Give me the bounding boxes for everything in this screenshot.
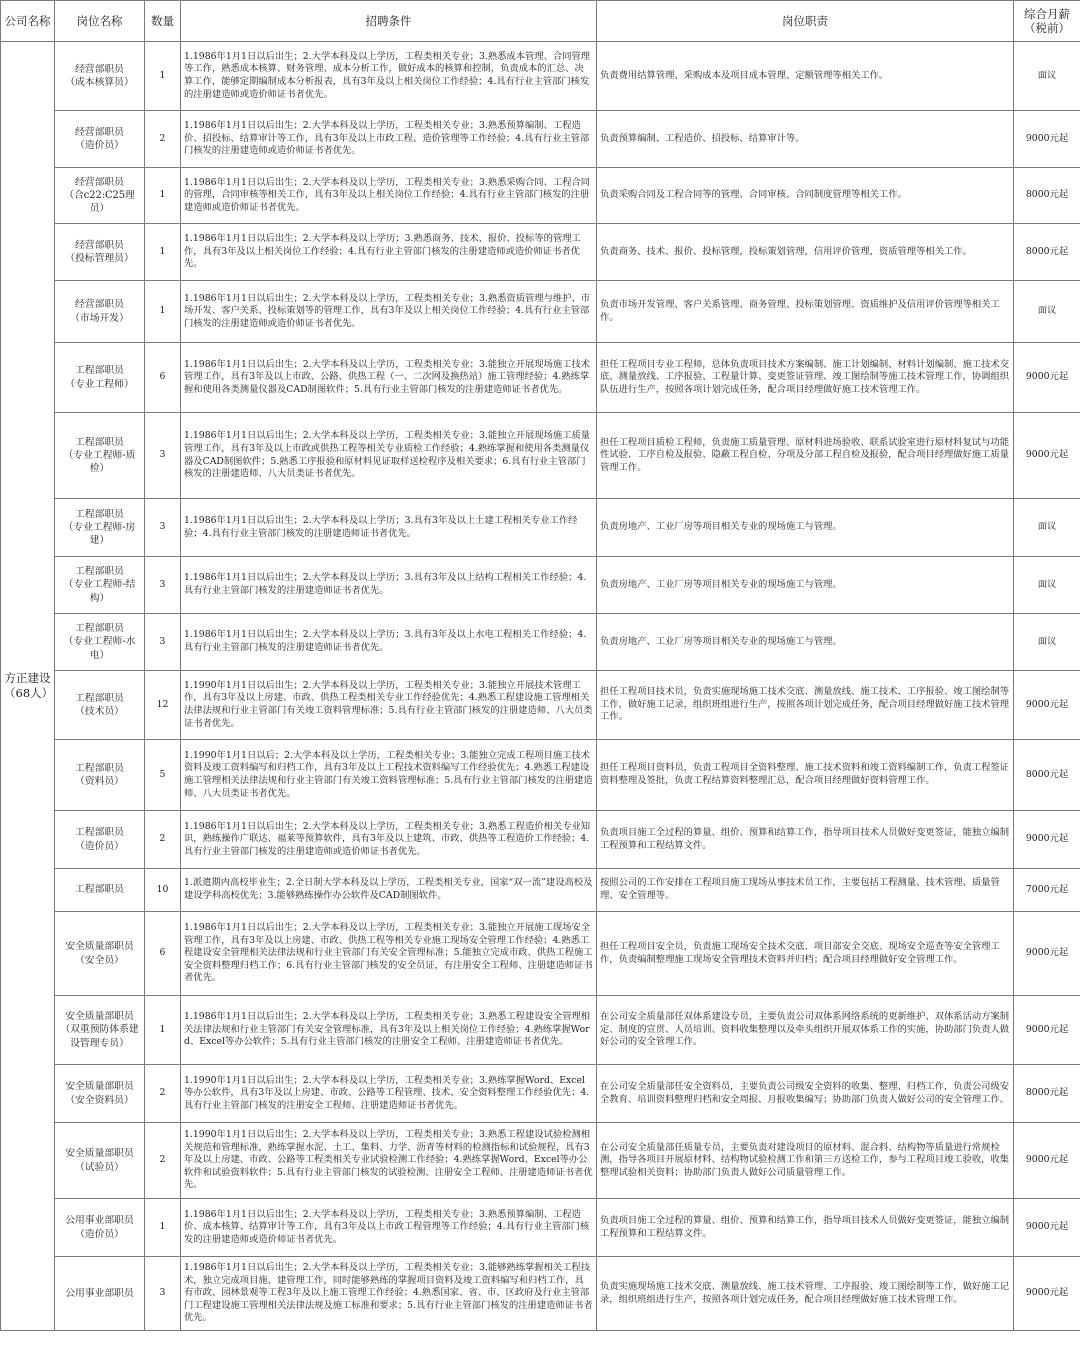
- count-cell: 3: [145, 413, 181, 499]
- position-cell: 工程部职员: [55, 869, 145, 912]
- salary-cell: 8000元起: [1014, 740, 1080, 811]
- count-cell: 2: [145, 811, 181, 869]
- count-cell: 3: [145, 557, 181, 614]
- duties-cell: 负责商务、技术、报价、投标管理，投标策划管理，信用评价管理，资质管理等相关工作。: [597, 224, 1014, 281]
- header-salary-label: 综合月薪: [1024, 6, 1070, 21]
- duties-cell: 负责房地产、工业厂房等项目相关专业的现场施工与管理。: [597, 557, 1014, 614]
- position-cell: 公用事业部职员 （造价员）: [55, 1199, 145, 1257]
- position-cell: 工程部职员 （造价员）: [55, 811, 145, 869]
- position-cell: 工程部职员 （专业工程师-水电）: [55, 614, 145, 671]
- salary-cell: 9000元起: [1014, 671, 1080, 740]
- company-total: （68人）: [4, 686, 54, 700]
- table-row: [1, 811, 1080, 869]
- header-row: [1, 1, 1080, 42]
- table-row: [1, 1123, 1080, 1199]
- requirements-cell: 1.1986年1月1日以后出生；2.大学本科及以上学历；3.具有3年及以上水电工程相关工作经验；4.具有行业主管部门核发的注册建造师证书者优先。: [181, 614, 597, 671]
- count-cell: 2: [145, 1065, 181, 1123]
- salary-cell: 面议: [1014, 499, 1080, 557]
- count-cell: 12: [145, 671, 181, 740]
- count-cell: 3: [145, 1257, 181, 1331]
- salary-cell: 8000元起: [1014, 168, 1080, 224]
- position-cell: 公用事业部职员: [55, 1257, 145, 1331]
- table-row: [1, 343, 1080, 413]
- header-position: 岗位名称: [55, 1, 145, 42]
- duties-cell: 负责项目施工全过程的算量、组价、预算和结算工作，指导项目技术人员做好变更签证，能独立编制工程预算和工程结算文件。: [597, 1199, 1014, 1257]
- salary-cell: 9000元起: [1014, 343, 1080, 413]
- requirements-cell: 1.1986年1月1日以后出生；2.大学本科及以上学历；3.具有3年及以上结构工程相关工作经验；4.具有行业主管部门核发的注册建造师证书者优先。: [181, 557, 597, 614]
- position-cell: 安全质量部职员 （安全资料员）: [55, 1065, 145, 1123]
- position-cell: 工程部职员 （资料员）: [55, 740, 145, 811]
- requirements-cell: 1.1990年1月1日以后出生；2.大学本科及以上学历，工程类相关专业；3.熟练掌握Word、Excel等办公软件，具有3年及以上房建、市政、公路等工程管理、技术、安全资料整理工作经验优先；4.具有行业主管部门核发的注册安全工程师、注册建造师证书者优先。: [181, 1065, 597, 1123]
- count-cell: 6: [145, 343, 181, 413]
- requirements-cell: 1.1990年1月1日以后；2.大学本科及以上学历，工程类相关专业；3.能独立完成工程项目施工技术资料及竣工资料编写和归档工作，具有3年及以上工程技术资料编写工作经验优先；4.熟悉工程建设施工管理相关法律法规和行业主管部门有关竣工资料管理标准；5.具有行业主管部门核发的注册建造师、八大员类证书者优先。: [181, 740, 597, 811]
- table-row: [1, 281, 1080, 343]
- count-cell: 1: [145, 42, 181, 111]
- position-cell: 工程部职员 （专业工程师）: [55, 343, 145, 413]
- table-row: [1, 614, 1080, 671]
- table-row: [1, 1257, 1080, 1331]
- position-cell: 工程部职员 （专业工程师-质检）: [55, 413, 145, 499]
- count-cell: 1: [145, 224, 181, 281]
- duties-cell: 担任工程项目质检工程师，负责施工质量管理、原材料进场验收、联系试验室进行原材料复试与功能性试验、工序自检及报验、隐蔽工程自检、分项及分部工程自检及报验，配合项目经理做好施工质量管理工作。: [597, 413, 1014, 499]
- duties-cell: 负责项目施工全过程的算量、组价、预算和结算工作，指导项目技术人员做好变更签证，能独立编制工程预算和工程结算文件。: [597, 811, 1014, 869]
- requirements-cell: 1.1986年1月1日以后出生；2.大学本科及以上学历，工程类相关专业；3.能独立开展现场施工质量管理工作，具有3年及以上市政或供热工程等相关专业质检工作经验；4.熟练掌握和使用各类测量仪器及CAD制图软件；5.熟悉工序报验和原材料见证取样送检程序及相关要求；6.具有行业主管部门核发的注册建造师、八大员类证书者优先。: [181, 413, 597, 499]
- requirements-cell: 1.1986年1月1日以后出生；2.大学本科及以上学历，工程类相关专业；3.能独立开展现场施工技术管理工作，具有3年及以上市政、公路、供热工程（一、二次网及换热站）施工管理经验；4.熟练掌握和使用各类测量仪器及CAD制图软件；5.具有行业主管部门核发的注册建造师证书者优先。: [181, 343, 597, 413]
- duties-cell: 负责实施现场施工技术交底、测量放线、施工技术管理、工序报验、竣工图绘制等工作，做好施工记录，组织班组进行生产，按照各项计划完成任务，配合项目经理做好施工技术管理工作。: [597, 1257, 1014, 1331]
- requirements-cell: 1.1986年1月1日以后出生；2.大学本科及以上学历，工程类相关专业；3.熟悉资质管理与维护、市场开发、客户关系、投标策划等的管理工作，具有3年及以上相关岗位工作经验；4.具有行业主管部门核发的注册建造师或造价师证书者优先。: [181, 281, 597, 343]
- table-row: [1, 996, 1080, 1065]
- table-row: [1, 168, 1080, 224]
- salary-cell: 面议: [1014, 42, 1080, 111]
- duties-cell: 担任工程项目专业工程师，总体负责项目技术方案编制、施工计划编制、材料计划编制、施工技术交底、测量放线、工序报验、工程量计算、变更签证管理、竣工图绘制等施工技术管理工作，协调组织队伍进行生产，按照各项计划完成任务，配合项目经理做好施工技术管理工作。: [597, 343, 1014, 413]
- salary-cell: 9000元起: [1014, 1199, 1080, 1257]
- salary-cell: 9000元起: [1014, 413, 1080, 499]
- requirements-cell: 1.1986年1月1日以后出生；2.大学本科及以上学历，工程类相关专业；3.能独立开展施工现场安全管理工作，具有3年及以上房建、市政、供热工程等相关专业施工现场安全管理工作经验；4.熟悉工程建设安全管理相关法律法规和行业主管部门有关安全管理标准；5.能独立完成市政、供热工程施工安全资料整理归档工作；6.具有行业主管部门核发的安全员证，有注册安全工程师、注册建造师证书者优先。: [181, 912, 597, 996]
- salary-cell: 面议: [1014, 614, 1080, 671]
- header-requirements: 招聘条件: [181, 1, 597, 42]
- count-cell: 1: [145, 168, 181, 224]
- requirements-cell: 1.1986年1月1日以后出生；2.大学本科及以上学历，工程类相关专业；3.熟悉工程造价相关专业知识，熟练操作广联达、福莱等预算软件，具有3年及以上建筑、市政、供热等工程造价工作经验；4.具有行业主管部门核发的注册建造师或造价师证书者优先。: [181, 811, 597, 869]
- count-cell: 3: [145, 614, 181, 671]
- count-cell: 3: [145, 499, 181, 557]
- table-row: [1, 912, 1080, 996]
- duties-cell: 担任工程项目资料员，负责工程项目全资料整理、施工技术资料和竣工资料编制工作，负责工程签证资料整理及签批，负责工程结算资料整理汇总，配合项目经理做好资料管理工作。: [597, 740, 1014, 811]
- position-cell: 安全质量部职员 （安全员）: [55, 912, 145, 996]
- duties-cell: 负责采购合同及工程合同等的管理、合同审核、合同制度管理等相关工作。: [597, 168, 1014, 224]
- salary-cell: 8000元起: [1014, 224, 1080, 281]
- requirements-cell: 1.1986年1月1日以后出生；2.大学本科及以上学历；3.熟悉商务、技术、报价、投标等的管理工作，具有3年及以上相关岗位工作经验；4.具有行业主管部门核发的注册建造师或造价师证书者优先。: [181, 224, 597, 281]
- count-cell: 1: [145, 281, 181, 343]
- table-row: [1, 671, 1080, 740]
- duties-cell: 按照公司的工作安排在工程项目施工现场从事技术员工作，主要包括工程测量、技术管理、质量管理、安全管理等。: [597, 869, 1014, 912]
- requirements-cell: 1.1986年1月1日以后出生；2.大学本科及以上学历，工程类相关专业；3.熟悉预算编制、工程造价、成本核算、结算审计等工作，具有3年及以上市政工程管理等工作经验；4.具有行业主管部门核发的注册建造师或造价师证书者优先。: [181, 1199, 597, 1257]
- salary-cell: 9000元起: [1014, 1123, 1080, 1199]
- company-cell: [1, 42, 55, 1331]
- header-count: 数量: [145, 1, 181, 42]
- position-cell: 经营部职员 （合c22:C25理员）: [55, 168, 145, 224]
- position-cell: 经营部职员 （成本核算员）: [55, 42, 145, 111]
- salary-cell: 面议: [1014, 281, 1080, 343]
- count-cell: 6: [145, 912, 181, 996]
- position-cell: 安全质量部职员 （试验员）: [55, 1123, 145, 1199]
- table-row: [1, 499, 1080, 557]
- salary-cell: 面议: [1014, 557, 1080, 614]
- company-name: 方正建设: [4, 671, 51, 686]
- duties-cell: 负责预算编制、工程造价、招投标、结算审计等。: [597, 111, 1014, 168]
- table-row: [1, 413, 1080, 499]
- table-row: [1, 740, 1080, 811]
- salary-cell: 9000元起: [1014, 1257, 1080, 1331]
- duties-cell: 在公司安全质量部任质量专员，主要负责对建设项目的原材料、混合料、结构物等质量进行常规检测，指导各项目开展原材料、结构物试验检测工作和第三方送检工作，参与工程项目竣工验收，收集整理试验相关资料；协助部门负责人做好公司质量管理工作。: [597, 1123, 1014, 1199]
- salary-cell: 8000元起: [1014, 1065, 1080, 1123]
- table-row: [1, 224, 1080, 281]
- header-duties: 岗位职责: [597, 1, 1014, 42]
- table-row: [1, 557, 1080, 614]
- duties-cell: 负责房地产、工业厂房等项目相关专业的现场施工与管理。: [597, 614, 1014, 671]
- position-cell: 工程部职员 （专业工程师-结构）: [55, 557, 145, 614]
- requirements-cell: 1.1986年1月1日以后出生；2.大学本科及以上学历，工程类相关专业；3.熟悉工程建设安全管理相关法律法规和行业主管部门有关安全管理标准，具有3年及以上相关岗位工作经验；4.熟练掌握Word、Excel等办公软件；5.具有行业主管部门核发的注册安全工程师、注册建造师证书者优先。: [181, 996, 597, 1065]
- position-cell: 工程部职员 （技术员）: [55, 671, 145, 740]
- table-row: [1, 869, 1080, 912]
- count-cell: 2: [145, 1123, 181, 1199]
- duties-cell: 负责费用结算管理、采购成本及项目成本管理、定额管理等相关工作。: [597, 42, 1014, 111]
- salary-cell: 7000元起: [1014, 869, 1080, 912]
- position-cell: 经营部职员 （投标管理员）: [55, 224, 145, 281]
- requirements-cell: 1.派遣期内高校毕业生；2.全日制大学本科及以上学历，工程类相关专业，国家“双一流”建设高校及建设学科高校优先；3.能够熟练操作办公软件及CAD制图软件。: [181, 869, 597, 912]
- duties-cell: 在公司安全质量部任安全资料员，主要负责公司级安全资料的收集、整理、归档工作，负责公司级安全教育、培训资料整理归档和安全周报、月报收集编写；协助部门负责人做好公司的安全管理工作。: [597, 1065, 1014, 1123]
- position-cell: 经营部职员 （市场开发）: [55, 281, 145, 343]
- salary-cell: 9000元起: [1014, 811, 1080, 869]
- salary-cell: 9000元起: [1014, 912, 1080, 996]
- header-salary-note: （税前）: [1024, 21, 1070, 35]
- duties-cell: 在公司安全质量部任双体系建设专员，主要负责公司双体系网络系统的更新维护、双体系活动方案制定、制度的宣贯、人员培训、资料收集整理以及牵头组织开展双体系工作的实施，协助部门负责人做好公司的安全管理工作。: [597, 996, 1014, 1065]
- header-salary: [1014, 1, 1080, 42]
- count-cell: 5: [145, 740, 181, 811]
- requirements-cell: 1.1986年1月1日以后出生；2.大学本科及以上学历，工程类相关专业；3.熟悉成本管理、合同管理等工作，熟悉成本核算、财务管理、成本分析工作，做好成本的核算和控制，负责成本的汇总、决算工作，能够定期编制成本分析报表，具有3年及以上相关岗位工作经验；4.具有行业主管部门核发的注册建造师或造价师证书者优先。: [181, 42, 597, 111]
- salary-cell: 9000元起: [1014, 111, 1080, 168]
- count-cell: 10: [145, 869, 181, 912]
- requirements-cell: 1.1990年1月1日以后出生；2.大学本科及以上学历，工程类相关专业；3.能独立开展技术管理工作，具有3年及以上房建、市政、供热工程类相关专业工作经验优先；4.熟悉工程建设施工管理相关法律法规和行业主管部门有关竣工资料管理标准；5.具有行业主管部门核发的注册建造师、八大员类证书者优先。: [181, 671, 597, 740]
- header-company: 公司名称: [1, 1, 55, 42]
- position-cell: 工程部职员 （专业工程师-房建）: [55, 499, 145, 557]
- requirements-cell: 1.1986年1月1日以后出生；2.大学本科及以上学历，工程类相关专业；3.熟悉预算编制、工程造价、招投标、结算审计等工作，具有3年及以上市政工程、造价管理等工作经验；4.具有行业主管部门核发的注册建造师或造价师证书者优先。: [181, 111, 597, 168]
- requirements-cell: 1.1986年1月1日以后出生；2.大学本科及以上学历，工程类相关专业；3.能够熟练掌握相关工程技术，独立完成项目施、建管理工作，同时能够熟练的掌握项目资料及竣工资料编写和归档工作，具有市政、园林景观等工程3年及以上施工管理工作经验；4.熟悉国家、省、市、区政府及行业主管部门工程建设施工管理相关法律法规及施工标准和要求；5.具有行业主管部门核发的注册建造师证书者优先。: [181, 1257, 597, 1331]
- count-cell: 1: [145, 1199, 181, 1257]
- position-cell: 经营部职员 （造价员）: [55, 111, 145, 168]
- salary-cell: 9000元起: [1014, 996, 1080, 1065]
- count-cell: 2: [145, 111, 181, 168]
- duties-cell: 担任工程项目安全员，负责施工现场安全技术交底、项目部安全交底、现场安全巡查等安全管理工作，负责编制整理施工现场安全管理技术资料并归档；配合项目经理做好安全管理工作。: [597, 912, 1014, 996]
- duties-cell: 负责市场开发管理、客户关系管理、商务管理、投标策划管理、资质维护及信用评价管理等相关工作。: [597, 281, 1014, 343]
- requirements-cell: 1.1986年1月1日以后出生；2.大学本科及以上学历，工程类相关专业；3.熟悉采购合同、工程合同的管理，合同审核等相关工作，具有3年及以上相关岗位工作经验；4.具有行业主管部门核发的注册建造师或造价师证书者优先。: [181, 168, 597, 224]
- table-row: [1, 1065, 1080, 1123]
- table-row: [1, 42, 1080, 111]
- position-cell: 安全质量部职员 （双重预防体系建设管理专员）: [55, 996, 145, 1065]
- count-cell: 1: [145, 996, 181, 1065]
- duties-cell: 负责房地产、工业厂房等项目相关专业的现场施工与管理。: [597, 499, 1014, 557]
- duties-cell: 担任工程项目技术员，负责实施现场施工技术交底、测量放线、施工技术、工序报验、竣工图绘制等工作，做好施工记录，组织班组进行生产，按照各项计划完成任务，配合项目经理做好施工技术管理工作。: [597, 671, 1014, 740]
- requirements-cell: 1.1990年1月1日以后出生；2.大学本科及以上学历，工程类相关专业；3.熟悉工程建设试验检测相关规范和管理标准，熟练掌握水泥、土工、集料、力学、沥青等材料的检测指标和试验规程，具有3年及以上房建、市政、公路等工程类相关专业试验检测工作经验；4.熟练掌握Word、Excel等办公软件和试验资料软件；5.具有行业主管部门核发的试验检测、注册安全工程师、注册建造师证书者优先。: [181, 1123, 597, 1199]
- requirements-cell: 1.1986年1月1日以后出生；2.大学本科及以上学历；3.具有3年及以上土建工程相关专业工作经验；4.具有行业主管部门核发的注册建造师证书者优先。: [181, 499, 597, 557]
- table-row: [1, 111, 1080, 168]
- table-row: [1, 1199, 1080, 1257]
